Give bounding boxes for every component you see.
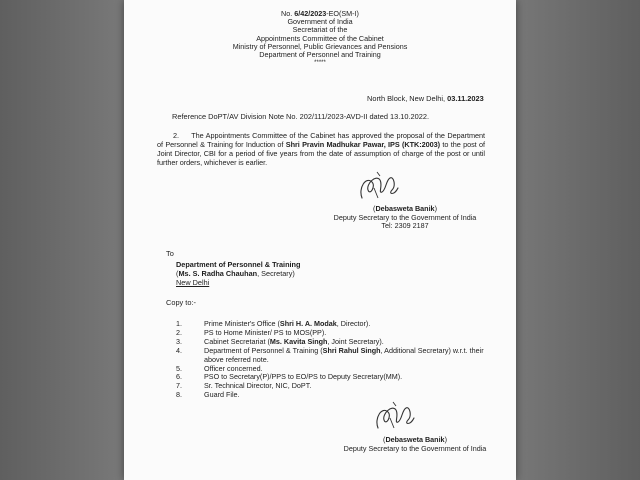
copy-item-text: PSO to Secretary(P)/PPS to EO/PS to Deputy Secretary(MM).: [204, 372, 403, 382]
document-page: [124, 0, 516, 480]
document-header: [124, 10, 516, 67]
paren-open: (: [373, 204, 376, 213]
paragraph-2: [157, 131, 485, 167]
copy-item-text: Sr. Technical Director, NIC, DoPT.: [204, 381, 312, 391]
signatory-2-designation: Deputy Secretary to the Government of India: [343, 443, 487, 453]
copy-item-number: 3.: [176, 336, 182, 346]
background-right: [500, 0, 640, 480]
copy-item-number: 7.: [176, 381, 182, 391]
header-ministry: Ministry of Personnel, Public Grievances and Pensions: [232, 41, 408, 51]
signatory-1-designation: Deputy Secretary to the Government of India: [333, 212, 477, 222]
copy-item-number: 2.: [176, 327, 182, 337]
copy-item-bold: Shri Rahul Singh: [322, 345, 381, 355]
copy-item: [176, 347, 486, 365]
copy-item-text-post: , Additional Secretary) w.r.t. their above referred note.: [204, 345, 484, 364]
paren-open: (: [383, 435, 386, 444]
paren-close: ): [434, 204, 437, 213]
header-stars: *****: [314, 60, 326, 67]
addressee-person-rest: , Secretary): [257, 269, 295, 279]
signature-1-image: [356, 168, 402, 208]
signatory-1-name-text: Debasweta Banik: [375, 204, 435, 213]
header-government: Government of India: [287, 17, 353, 27]
copy-item-text: Prime Minister's Office (: [204, 319, 280, 328]
file-number-prefix: No.: [281, 9, 295, 18]
copy-item-text: Officer concerned.: [204, 363, 263, 373]
copy-item-text: PS to Home Minister/ PS to MOS(PP).: [204, 327, 327, 337]
copy-list: [176, 320, 486, 400]
header-committee: Appointments Committee of the Cabinet: [256, 33, 384, 43]
signatory-1-tel: Tel: 2309 2187: [381, 221, 429, 231]
signatory-2-name-text: Debasweta Banik: [385, 435, 445, 444]
copy-item: [176, 391, 486, 400]
paragraph-number: 2.: [173, 131, 179, 140]
copy-item-bold: Shri H. A. Modak: [279, 319, 337, 328]
officer-name: Shri Pravin Madhukar Pawar, IPS (KTK:2003): [285, 140, 441, 149]
date-text: 03.11.2023: [447, 94, 484, 103]
background-left: [0, 0, 130, 480]
paragraph-text-b: to the post of Joint Director, CBI for a period of five years from the date of assumption of charge of the post or until further orders, whichever is earlier.: [157, 140, 485, 167]
signatory-1: [320, 205, 490, 231]
header-department: Department of Personnel and Training: [259, 50, 381, 60]
addressee-department: Department of Personnel & Training: [176, 260, 301, 269]
paren-open: (: [176, 269, 179, 279]
copy-item-number: 4.: [176, 345, 182, 355]
copy-item-text: Department of Personnel & Training (: [204, 345, 323, 355]
signature-2-image: [372, 398, 418, 438]
copy-item-bold: Ms. Kavita Singh: [269, 336, 328, 346]
copy-item-number: 6.: [176, 372, 182, 382]
copy-item-text: Guard File.: [204, 390, 240, 400]
addressee-block: [176, 260, 300, 288]
addressee-city: New Delhi: [176, 278, 210, 288]
copy-item-number: 5.: [176, 363, 182, 373]
signatory-2: [320, 436, 510, 453]
paren-close: ): [444, 435, 447, 444]
reference-line: Reference DoPT/AV Division Note No. 202/111/2023-AVD-II dated 13.10.2022.: [172, 112, 430, 121]
addressee-person-name: Ms. S. Radha Chauhan: [178, 269, 258, 279]
addressee-person: [176, 269, 300, 278]
file-number-suffix: -EO(SM-I): [326, 9, 359, 18]
header-secretariat: Secretariat of the: [292, 25, 348, 35]
copy-item-number: 8.: [176, 390, 182, 400]
copy-item-text-post: , Joint Secretary).: [327, 336, 384, 346]
copy-item-text: Cabinet Secretariat (: [204, 336, 270, 346]
copy-to-label: Copy to:-: [166, 298, 196, 307]
place-date: [367, 94, 484, 103]
copy-item-number: 1.: [176, 319, 182, 328]
to-label: To: [166, 249, 174, 258]
file-number-value: 6/42/2023: [294, 9, 327, 18]
paragraph-text-a: The Appointments Committee of the Cabinet has approved the proposal of the Department of Personnel & Training for Induction of: [157, 131, 485, 149]
copy-item-text-post: , Director).: [336, 319, 371, 328]
place-text: North Block, New Delhi,: [367, 94, 448, 103]
